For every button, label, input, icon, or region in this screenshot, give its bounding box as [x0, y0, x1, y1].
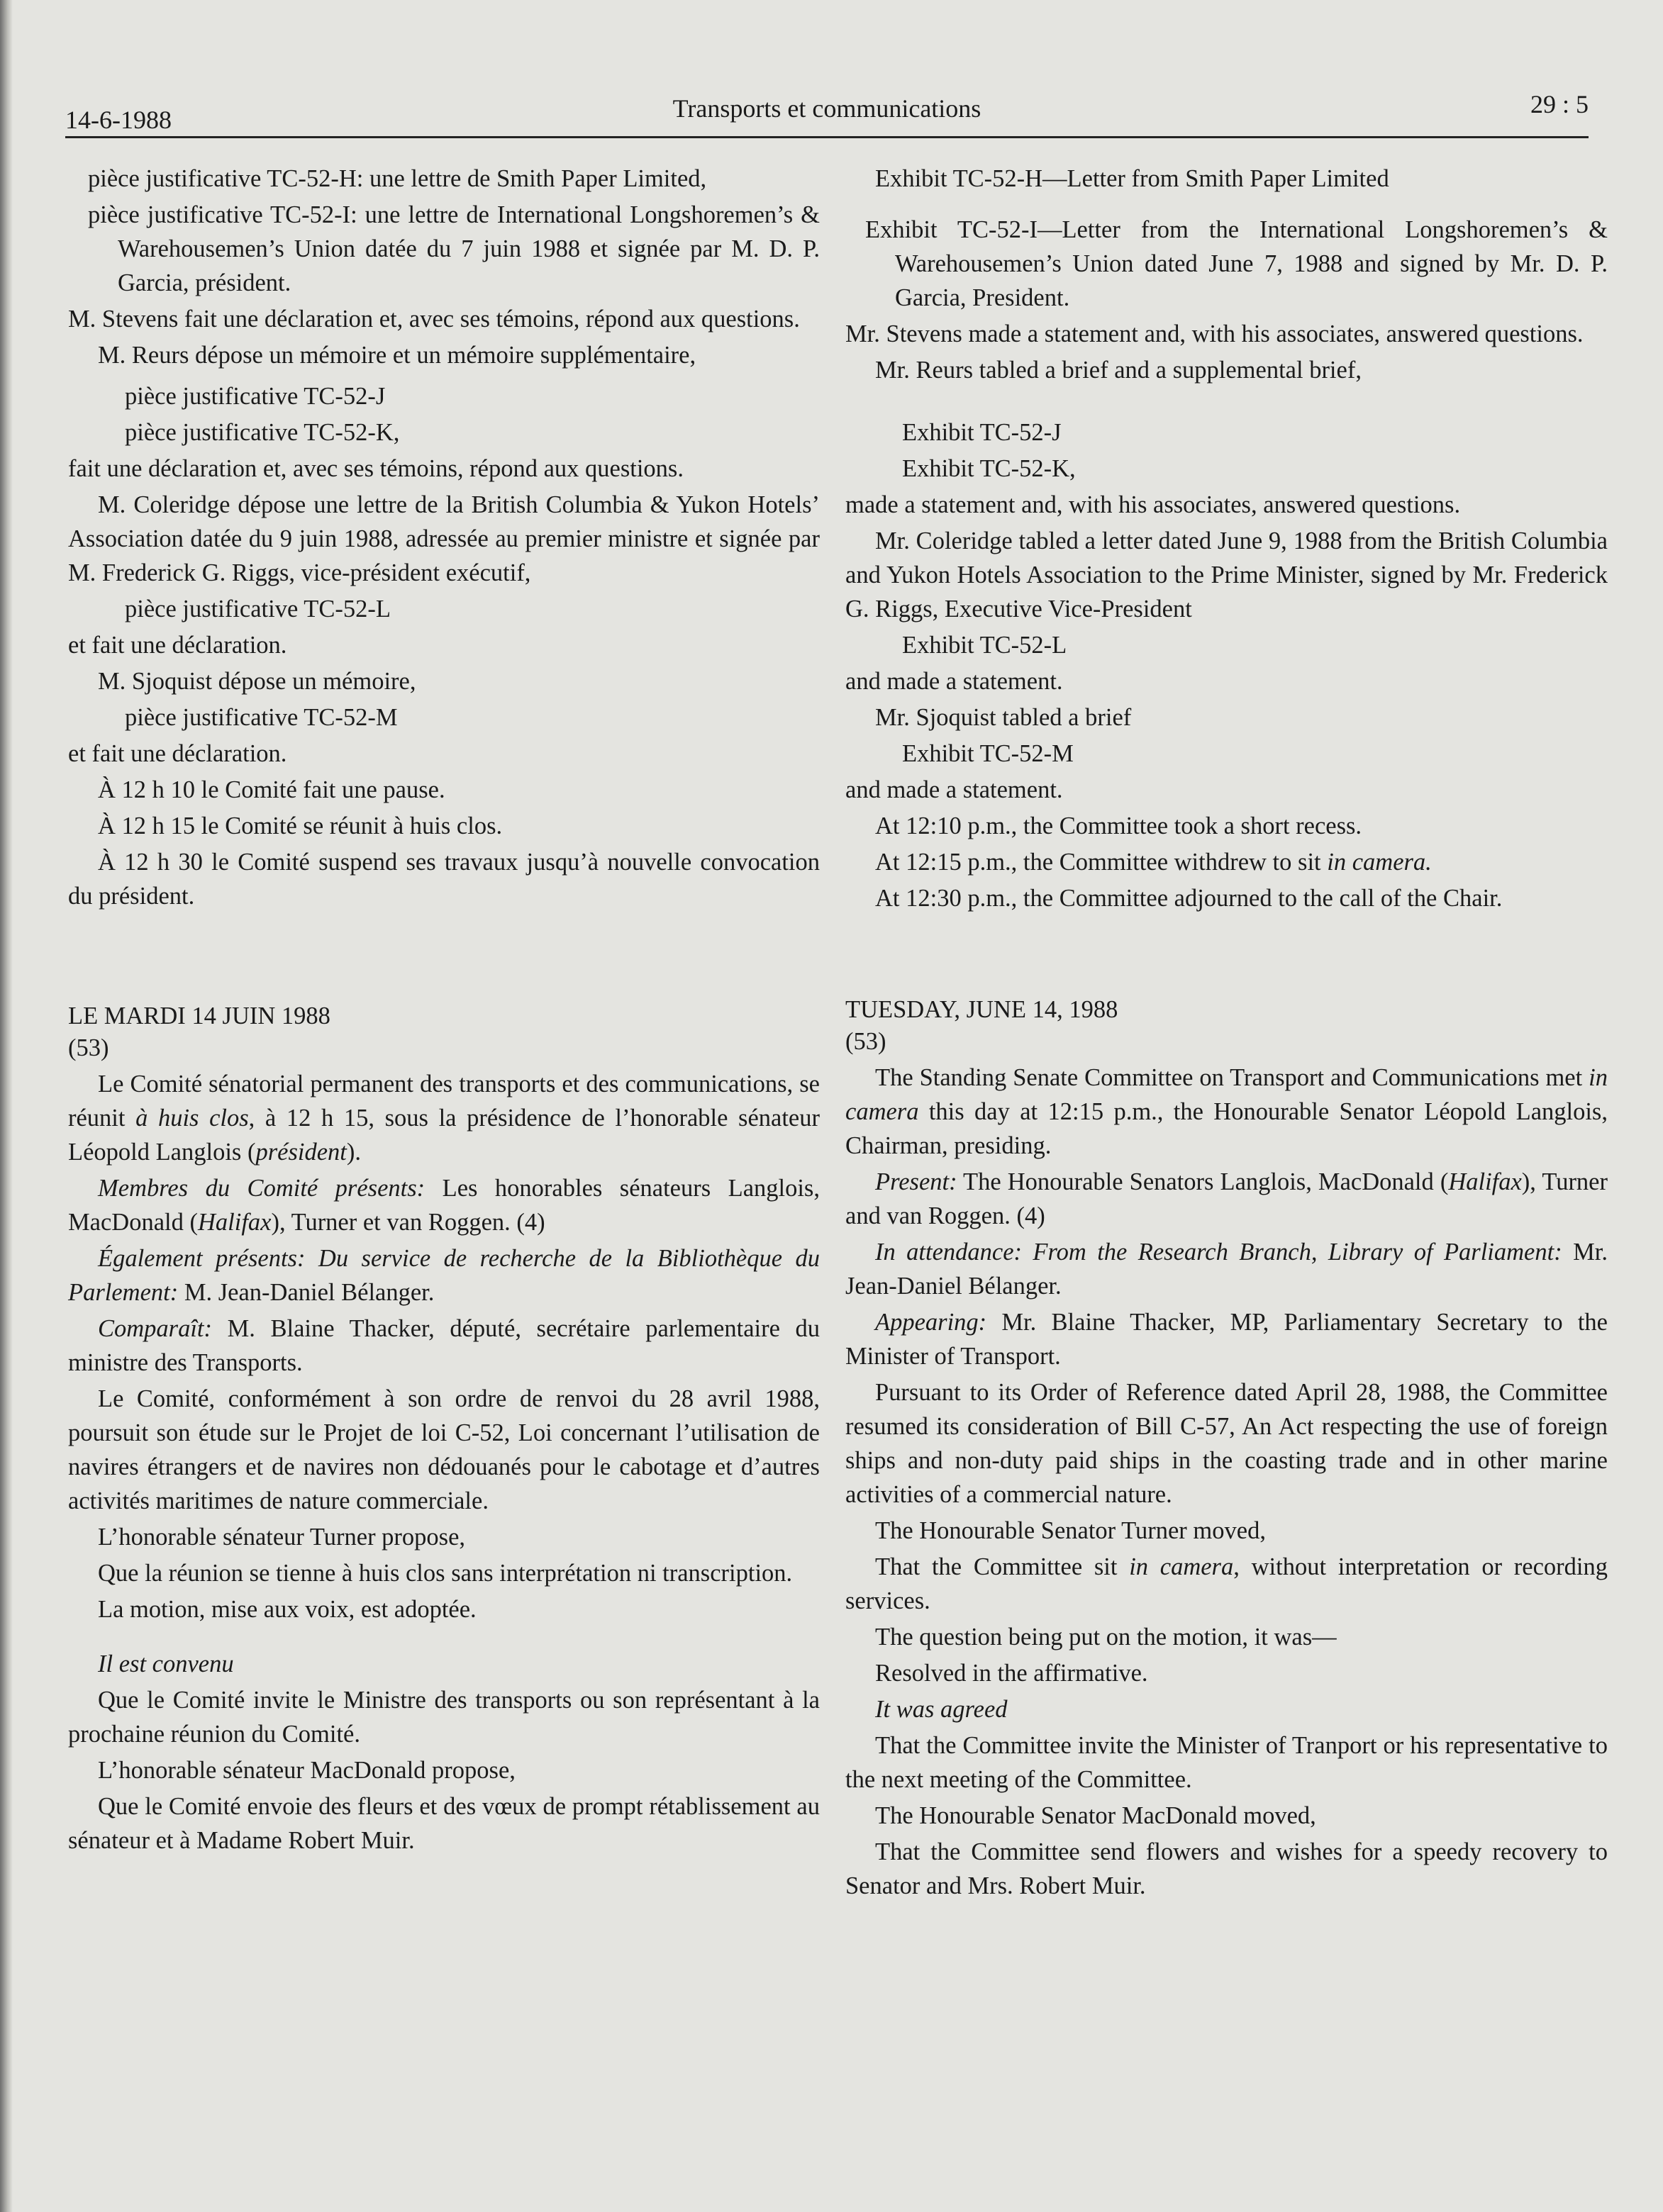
- paragraph: The Standing Senate Committee on Transport and Communications met in camera this day at 12:15 p.m., the Honourable Senator Léopold Langlois, Chairman, presiding.: [845, 1064, 1608, 1159]
- paragraph: That the Committee send flowers and wishes for a speedy recovery to Senator and Mrs. Robert Muir.: [845, 1838, 1608, 1899]
- paragraph: M. Reurs dépose un mémoire et un mémoire supplémentaire,: [98, 342, 696, 369]
- paragraph: À 12 h 15 le Comité se réunit à huis clos.: [98, 812, 503, 839]
- paragraph: pièce justificative TC-52-I: une lettre de International Longshoremen’s & Warehousemen’s Union datée du 7 juin 1988 et signée par M. D. P. Garcia, président.: [88, 201, 820, 296]
- paragraph: À 12 h 10 le Comité fait une pause.: [98, 776, 445, 803]
- paragraph: Que la réunion se tienne à huis clos sans interprétation ni transcription.: [98, 1560, 793, 1587]
- paragraph: At 12:15 p.m., the Committee withdrew to sit in camera.: [875, 849, 1432, 876]
- agreed-heading: Il est convenu: [98, 1650, 234, 1677]
- paragraph: M. Coleridge dépose une lettre de la British Columbia & Yukon Hotels’ Association datée du 9 juin 1988, adressée au premier ministre et signée par M. Frederick G. Riggs, vice-président exécutif,: [68, 491, 820, 586]
- agreed-heading: It was agreed: [875, 1696, 1008, 1723]
- paragraph: and made a statement.: [845, 776, 1063, 803]
- exhibit-line: Exhibit TC-52-M: [902, 740, 1074, 767]
- paragraph: The question being put on the motion, it was—: [875, 1624, 1337, 1650]
- paragraph: The Honourable Senator Turner moved,: [875, 1517, 1266, 1544]
- exhibit-line: pièce justificative TC-52-J: [125, 383, 386, 410]
- exhibit-line: pièce justificative TC-52-L: [125, 596, 391, 622]
- meeting-number: (53): [845, 1028, 886, 1055]
- paragraph: and made a statement.: [845, 668, 1063, 695]
- paragraph: Resolved in the affirmative.: [875, 1660, 1148, 1687]
- exhibit-line: pièce justificative TC-52-M: [125, 704, 398, 731]
- paragraph: fait une déclaration et, avec ses témoins, répond aux questions.: [68, 455, 684, 482]
- header-date: 14-6-1988: [65, 106, 172, 134]
- paragraph: Que le Comité invite le Ministre des transports ou son représentant à la prochaine réunion du Comité.: [68, 1687, 820, 1748]
- paragraph: Exhibit TC-52-I—Letter from the International Longshoremen’s & Warehousemen’s Union dated June 7, 1988 and signed by Mr. D. P. Garcia, President.: [865, 216, 1608, 311]
- paragraph: À 12 h 30 le Comité suspend ses travaux jusqu’à nouvelle convocation du président.: [68, 849, 820, 910]
- witness-appearing: Appearing: Mr. Blaine Thacker, MP, Parliamentary Secretary to the Minister of Transport.: [845, 1309, 1608, 1370]
- paragraph: Le Comité, conformément à son ordre de renvoi du 28 avril 1988, poursuit son étude sur le Projet de loi C-52, Loi concernant l’utilisation de navires étrangers et de navires non dédouanés pour le cabotage et d’autres activités maritimes de nature commerciale.: [68, 1385, 820, 1514]
- witness-appearing: Comparaît: M. Blaine Thacker, député, secrétaire parlementaire du ministre des Transports.: [68, 1315, 820, 1376]
- french-column: [68, 162, 820, 1860]
- paragraph: That the Committee sit in camera, without interpretation or recording services.: [845, 1553, 1608, 1614]
- paragraph: Le Comité sénatorial permanent des transports et des communications, se réunit à huis clos, à 12 h 15, sous la présidence de l’honorable sénateur Léopold Langlois (président).: [68, 1071, 820, 1166]
- exhibit-line: pièce justificative TC-52-K,: [125, 419, 400, 446]
- page-binding-shadow: [0, 0, 13, 2212]
- section-heading: LE MARDI 14 JUIN 1988: [68, 1002, 330, 1029]
- paragraph: made a statement and, with his associates, answered questions.: [845, 491, 1461, 518]
- paragraph: Mr. Sjoquist tabled a brief: [875, 704, 1132, 731]
- header-page-number: 29 : 5: [1530, 90, 1589, 118]
- paragraph: et fait une déclaration.: [68, 632, 287, 659]
- paragraph: Mr. Coleridge tabled a letter dated June 9, 1988 from the British Columbia and Yukon Hotels Association to the Prime Minister, signed by Mr. Frederick G. Riggs, Executive Vice-President: [845, 527, 1608, 622]
- english-column: [845, 162, 1608, 1905]
- paragraph: Mr. Stevens made a statement and, with his associates, answered questions.: [845, 320, 1584, 347]
- section-heading: TUESDAY, JUNE 14, 1988: [845, 996, 1118, 1023]
- header-title: Transports et communications: [672, 94, 981, 123]
- meeting-number: (53): [68, 1034, 109, 1061]
- paragraph: L’honorable sénateur Turner propose,: [98, 1524, 466, 1551]
- paragraph: Pursuant to its Order of Reference dated April 28, 1988, the Committee resumed its consideration of Bill C-57, An Act respecting the use of foreign ships and non-duty paid ships in the coasting trade and in other marine activities of a commercial nature.: [845, 1379, 1608, 1508]
- paragraph: L’honorable sénateur MacDonald propose,: [98, 1757, 516, 1784]
- paragraph: Exhibit TC-52-H—Letter from Smith Paper Limited: [875, 165, 1389, 192]
- paragraph: et fait une déclaration.: [68, 740, 287, 767]
- members-present: Present: The Honourable Senators Langlois, MacDonald (Halifax), Turner and van Roggen. (4): [845, 1168, 1608, 1229]
- paragraph: M. Sjoquist dépose un mémoire,: [98, 668, 416, 695]
- paragraph: The Honourable Senator MacDonald moved,: [875, 1802, 1316, 1829]
- members-present: Membres du Comité présents: Les honorables sénateurs Langlois, MacDonald (Halifax), Turner et van Roggen. (4): [68, 1175, 820, 1236]
- exhibit-line: Exhibit TC-52-L: [902, 632, 1067, 659]
- paragraph: Mr. Reurs tabled a brief and a supplemental brief,: [875, 357, 1362, 384]
- paragraph: Que le Comité envoie des fleurs et des vœux de prompt rétablissement au sénateur et à Madame Robert Muir.: [68, 1793, 820, 1854]
- paragraph: M. Stevens fait une déclaration et, avec ses témoins, répond aux questions.: [68, 306, 800, 333]
- exhibit-line: Exhibit TC-52-J: [902, 419, 1062, 446]
- paragraph: La motion, mise aux voix, est adoptée.: [98, 1596, 477, 1623]
- paragraph: At 12:30 p.m., the Committee adjourned to the call of the Chair.: [875, 885, 1503, 912]
- paragraph: At 12:10 p.m., the Committee took a short recess.: [875, 812, 1362, 839]
- exhibit-line: Exhibit TC-52-K,: [902, 455, 1076, 482]
- also-present: Également présents: Du service de recherche de la Bibliothèque du Parlement: M. Jean-Daniel Bélanger.: [68, 1245, 820, 1306]
- paragraph: pièce justificative TC-52-H: une lettre de Smith Paper Limited,: [88, 165, 707, 192]
- page-header: [65, 89, 1589, 138]
- also-present: In attendance: From the Research Branch, Library of Parliament: Mr. Jean-Daniel Bélanger.: [845, 1239, 1608, 1300]
- paragraph: That the Committee invite the Minister of Tranport or his representative to the next meeting of the Committee.: [845, 1732, 1608, 1793]
